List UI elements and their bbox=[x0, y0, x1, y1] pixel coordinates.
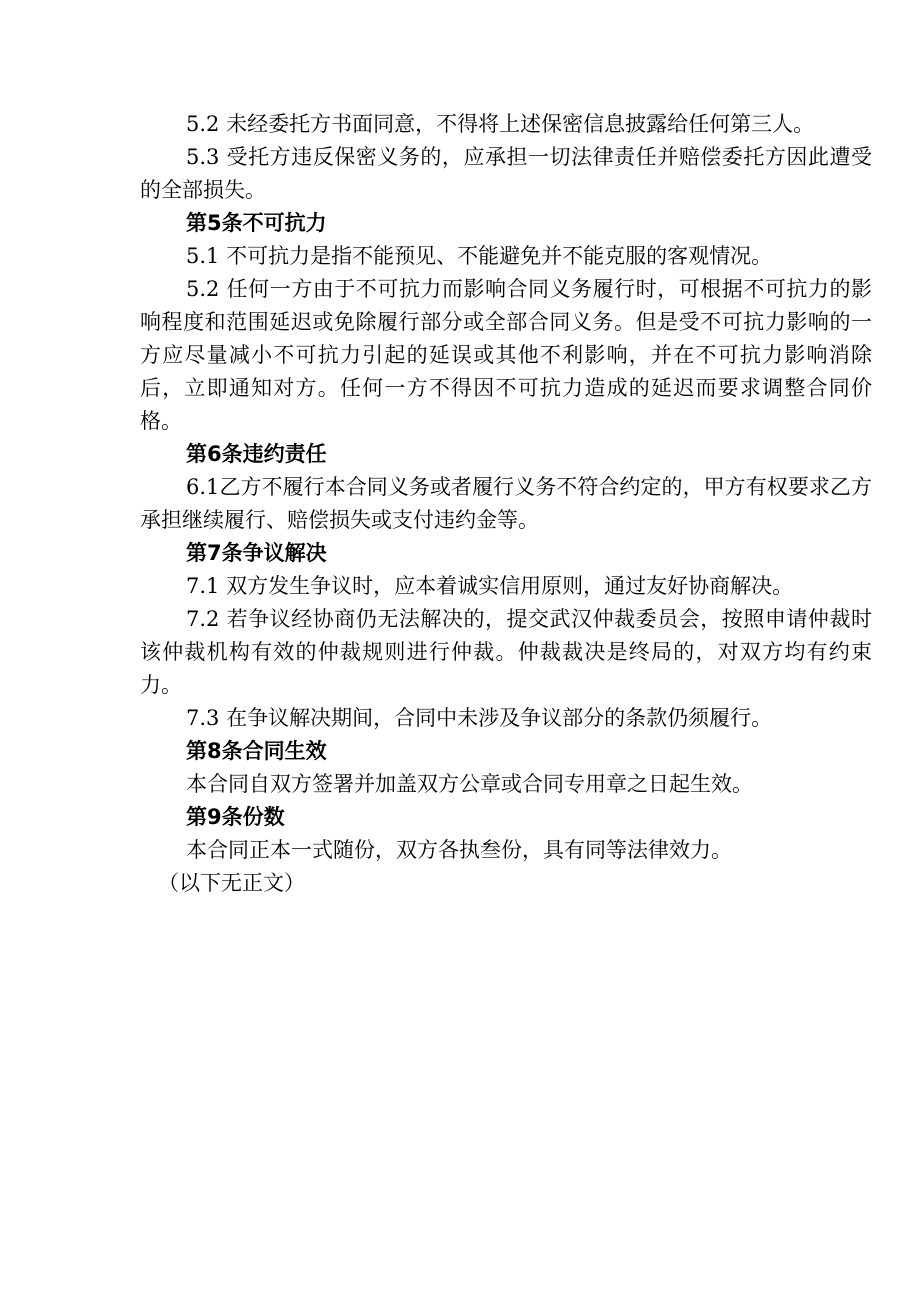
article-9-text: 本合同正本一式随份，双方各执叁份，具有同等法律效力。 bbox=[186, 838, 732, 862]
clause-5-2-confidentiality: 5.2 未经委托方书面同意，不得将上述保密信息披露给任何第三人。 bbox=[186, 112, 815, 136]
article-6-heading: 第6条违约责任 bbox=[186, 442, 327, 466]
end-of-text-note: （以下无正文） bbox=[158, 871, 305, 895]
article-8-text: 本合同自双方签署并加盖双方公章或合同专用章之日起生效。 bbox=[186, 772, 753, 796]
clause-7-3: 7.3 在争议解决期间，合同中未涉及争议部分的条款仍须履行。 bbox=[186, 706, 773, 730]
clause-7-2: 7.2 若争议经协商仍无法解决的，提交武汉仲裁委员会，按照申请仲裁时该仲裁机构有效的仲裁规则进行仲裁。仲裁裁决是终局的，对双方均有约束力。 bbox=[140, 607, 872, 697]
article-8-heading: 第8条合同生效 bbox=[186, 739, 327, 763]
article-7-heading: 第7条争议解决 bbox=[186, 541, 327, 565]
article-5-heading: 第5条不可抗力 bbox=[186, 211, 327, 235]
clause-5-2-force-majeure: 5.2 任何一方由于不可抗力而影响合同义务履行时，可根据不可抗力的影响程度和范围延迟或免除履行部分或全部合同义务。但是受不可抗力影响的一方应尽量减小不可抗力引起的延误或其他不利影响，并在不可抗力影响消除后，立即通知对方。任何一方不得因不可抗力造成的延迟而要求调整合同价格。 bbox=[140, 277, 872, 433]
clause-5-3-confidentiality: 5.3 受托方违反保密义务的，应承担一切法律责任并赔偿委托方因此遭受的全部损失。 bbox=[140, 145, 872, 202]
article-9-heading: 第9条份数 bbox=[186, 805, 285, 829]
clause-5-1-force-majeure: 5.1 不可抗力是指不能预见、不能避免并不能克服的客观情况。 bbox=[186, 244, 773, 268]
contract-page bbox=[140, 108, 872, 900]
clause-7-1: 7.1 双方发生争议时，应本着诚实信用原则，通过友好协商解决。 bbox=[186, 574, 794, 598]
clause-6-1: 6.1乙方不履行本合同义务或者履行义务不符合约定的，甲方有权要求乙方承担继续履行、赔偿损失或支付违约金等。 bbox=[140, 475, 872, 532]
